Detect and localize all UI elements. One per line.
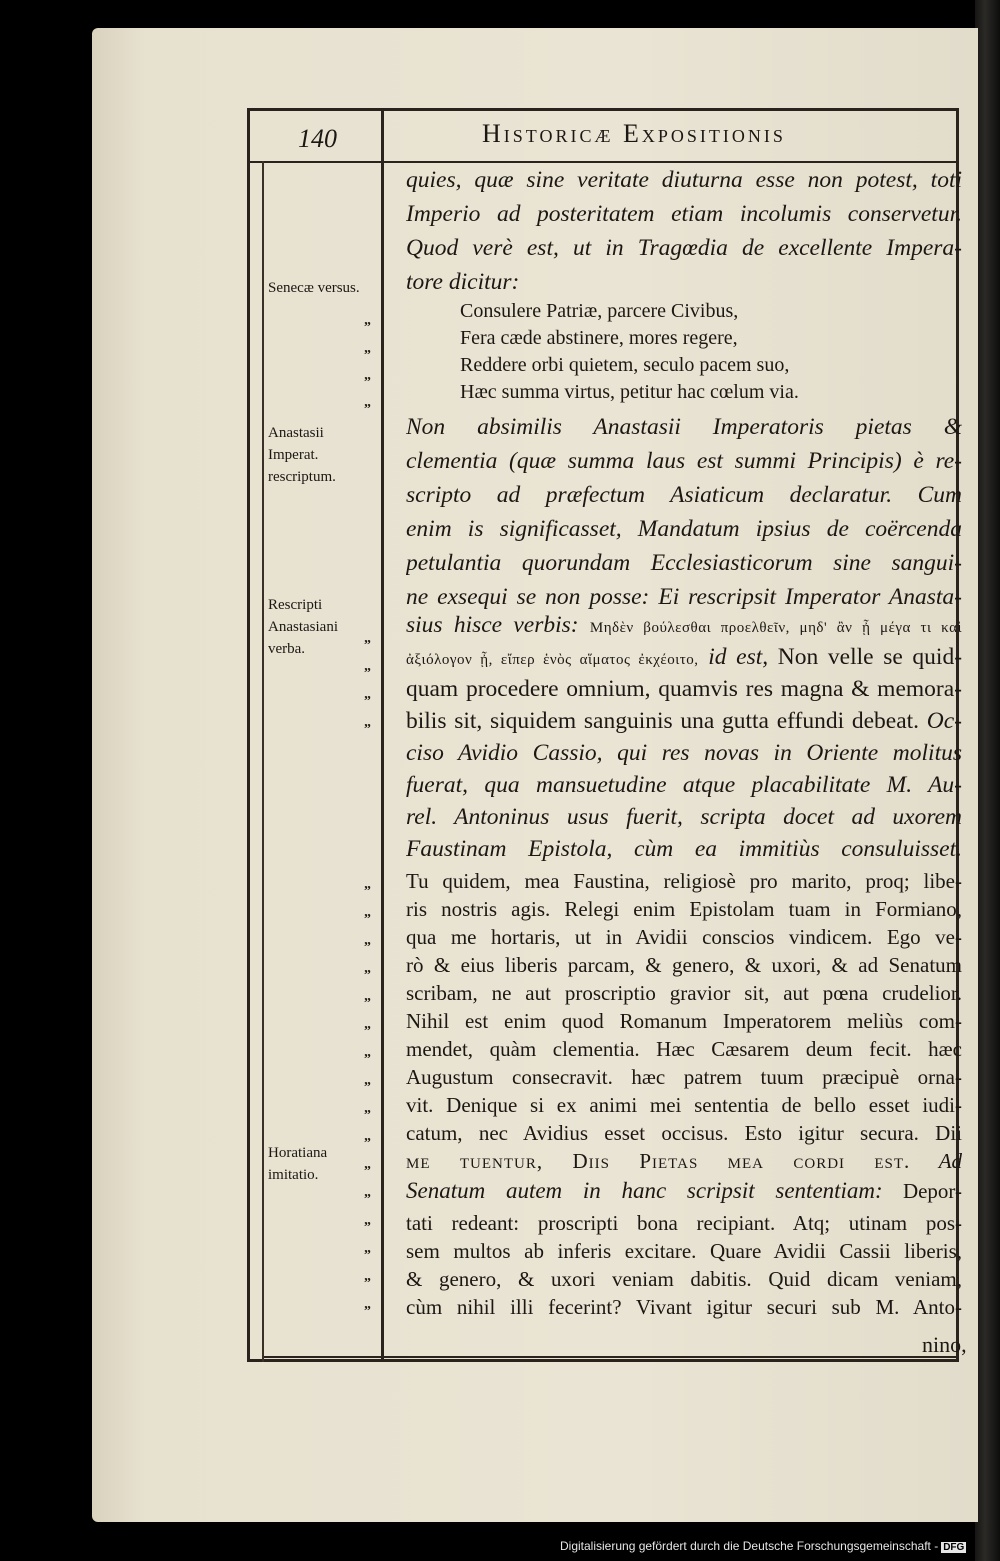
text-line: Imperio ad posteritatem etiam incolumis conservetur. (406, 201, 962, 227)
text-line: & genero, & uxori veniam dabitis. Quid dicam veniam, (406, 1267, 962, 1291)
text-line: ne exsequi se non posse: Ei rescripsit Imperator Anasta- (406, 584, 962, 610)
dfg-logo: DFG (943, 1542, 965, 1553)
margin-inner-rule (262, 161, 264, 1362)
text-line: sem multos ab inferis excitare. Quare Avidii Cassii liberis, (406, 1239, 962, 1263)
quote-mark: „ (364, 905, 371, 920)
text-line: enim is significasset, Mandatum ipsius de coërcenda (406, 516, 962, 542)
catchword: nino, (922, 1332, 967, 1357)
text-line (406, 704, 962, 738)
text-line: quam procedere omnium, quamvis res magna & memora- (406, 676, 962, 702)
text-line: fuerat, qua mansuetudine atque placabilitate M. Au- (406, 772, 962, 798)
text-segment: bilis sit, siquidem sanguinis una gutta effundi debeat. (406, 708, 920, 734)
text-line (406, 1174, 962, 1208)
bottom-rule (264, 1356, 959, 1358)
quote-mark: „ (364, 989, 371, 1004)
text-line: cùm nihil illi fecerint? Vivant igitur securi sub M. Anto- (406, 1295, 962, 1319)
text-line: Tu quidem, mea Faustina, religiosè pro marito, proq; libe- (406, 869, 962, 893)
text-line: Quod verè est, ut in Tragœdia de excellente Impera- (406, 235, 962, 261)
text-line: qua me hortaris, ut in Avidii conscios vindicem. Ego ve- (406, 925, 962, 949)
quote-mark: „ (364, 313, 371, 328)
text-line: ris nostris agis. Relegi enim Epistolam tuam in Formiano, (406, 897, 962, 921)
text-line: scripto ad præfectum Asiaticum declaratur. Cum (406, 482, 962, 508)
quote-mark: „ (364, 395, 371, 410)
footer-text: Digitalisierung gefördert durch die Deutsche Forschungsgemeinschaft - (560, 1539, 939, 1553)
text-line: mendet, quàm clementia. Hæc Cæsarem deum fecit. hæc (406, 1037, 962, 1061)
text-line: rò & eius liberis parcam, & genero, & uxori, & ad Senatum (406, 953, 962, 977)
quote-mark: „ (364, 631, 371, 646)
quote-mark: „ (364, 1269, 371, 1284)
verse-line: Hæc summa virtus, petitur hac cœlum via. (460, 381, 799, 403)
quote-mark: „ (364, 1185, 371, 1200)
quote-mark: „ (364, 1129, 371, 1144)
quote-mark: „ (364, 1045, 371, 1060)
quote-mark: „ (364, 368, 371, 383)
quote-mark: „ (364, 715, 371, 730)
quote-mark: „ (364, 1213, 371, 1228)
text-line: catum, nec Avidius esset occisus. Esto igitur secura. Dii (406, 1121, 962, 1145)
running-head: Historicæ Expositionis (482, 119, 786, 148)
margin-note-rescripti: Rescripti Anastasiani verba. (268, 597, 338, 657)
quote-mark: „ (364, 1017, 371, 1032)
margin-note-horatiana: Horatiana imitatio. (268, 1145, 328, 1183)
margin-note-seneca: Senecæ versus. (268, 280, 360, 296)
quote-mark: „ (364, 933, 371, 948)
quote-mark: „ (364, 1297, 371, 1312)
text-line: tati redeant: proscripti bona recipiant. Atq; utinam pos- (406, 1211, 962, 1235)
page-number: 140 (298, 124, 337, 153)
quote-mark: „ (364, 659, 371, 674)
quote-mark: „ (364, 877, 371, 892)
text-segment: Ad (938, 1149, 962, 1173)
quote-mark: „ (364, 1241, 371, 1256)
text-segment: id est, (708, 644, 769, 670)
verse-line: Fera cæde abstinere, mores regere, (460, 327, 738, 349)
text-line: clementia (quæ summa laus est summi Principis) è re- (406, 448, 962, 474)
scan-background-strip (975, 0, 1000, 1561)
text-segment: Depor- (902, 1179, 962, 1203)
text-line: Augustum consecravit. hæc patrem tuum præcipuè orna- (406, 1065, 962, 1089)
quote-mark: „ (364, 687, 371, 702)
text-segment: me tuentur, Diis Pietas mea cordi est. (406, 1149, 911, 1173)
digitization-footer (560, 1539, 966, 1553)
margin-note-anastasii: Anastasii Imperat. rescriptum. (268, 425, 336, 485)
text-line: petulantia quorundam Ecclesiasticorum sine sangui- (406, 550, 962, 576)
text-line: vit. Denique si ex animi mei sententia de bello esset iudi- (406, 1093, 962, 1117)
text-segment: Oc- (926, 708, 962, 734)
column-divider-rule (381, 108, 384, 1362)
verse-line: Consulere Patriæ, parcere Civibus, (460, 300, 739, 322)
text-line: quies, quæ sine veritate diuturna esse non potest, toti (406, 167, 962, 193)
text-segment: Senatum autem in hanc scripsit sententiam: (406, 1178, 883, 1203)
text-line: Non absimilis Anastasii Imperatoris pietas & (406, 414, 962, 440)
quote-mark: „ (364, 961, 371, 976)
text-line: rel. Antoninus usus fuerit, scripta docet ad uxorem (406, 804, 962, 830)
quote-mark: „ (364, 1157, 371, 1172)
text-segment: sius hisce verbis: (406, 612, 579, 638)
text-line: Faustinam Epistola, cùm ea immitiùs consuluisset. (406, 836, 962, 862)
quote-mark: „ (364, 341, 371, 356)
verse-line: Reddere orbi quietem, seculo pacem suo, (460, 354, 790, 376)
quote-mark: „ (364, 1073, 371, 1088)
greek-text: Μηδὲν βούλεσθαι προελθεῖν, μηδ' ἂν ᾖ μέγα τι καὶ (589, 620, 962, 636)
text-segment: Non velle se quid- (777, 644, 962, 670)
text-line: tore dicitur: (406, 269, 520, 295)
text-line: ciso Avidio Cassio, qui res novas in Oriente molitus (406, 740, 962, 766)
text-line: Nihil est enim quod Romanum Imperatorem meliùs com- (406, 1009, 962, 1033)
text-line (406, 1144, 962, 1178)
text-line: scribam, ne aut proscriptio gravior sit, aut pœna crudelior. (406, 981, 962, 1005)
quote-mark: „ (364, 1101, 371, 1116)
greek-text: ἀξιόλογον ᾖ, εἴπερ ἑνὸς αἵματος ἐκχέοιτο, (406, 652, 699, 668)
